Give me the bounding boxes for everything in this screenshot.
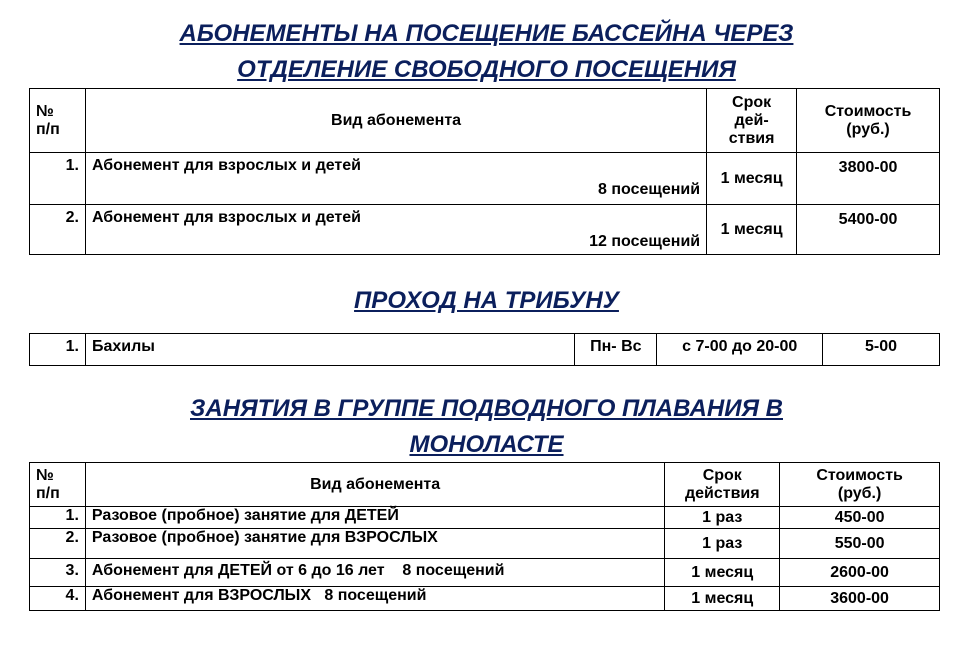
row-name: Абонемент для ВЗРОСЛЫХ 8 посещений [85,587,664,611]
row-days: Пн- Вс [575,334,657,366]
table-row [30,529,940,559]
header-term: Срок действия [665,463,780,507]
row-visits: 12 посещений [589,233,701,250]
row-num: 1. [30,507,86,529]
table-header-row [30,463,940,507]
row-name: Разовое (пробное) занятие для ВЗРОСЛЫХ [85,529,664,559]
row-term: 1 месяц [665,559,780,587]
table-row [30,507,940,529]
table-row [30,334,940,366]
row-num: 3. [30,559,86,587]
row-num: 2. [30,205,86,255]
row-term: 1 месяц [665,587,780,611]
season-tickets-table [29,88,940,255]
row-price: 450-00 [780,507,940,529]
row-price: 2600-00 [780,559,940,587]
monofin-table [29,462,940,611]
row-price: 3600-00 [780,587,940,611]
row-price: 5400-00 [797,205,940,255]
section2-title: ПРОХОД НА ТРИБУНУ [354,287,619,314]
row-name: Абонемент для взрослых и детей 8 посещений [85,153,706,205]
section3-title-line1: ЗАНЯТИЯ В ГРУППЕ ПОДВОДНОГО ПЛАВАНИЯ В [190,395,783,422]
tribune-table [29,333,940,366]
row-price: 5-00 [823,334,940,366]
row-name: Абонемент для взрослых и детей 12 посещений [85,205,706,255]
header-term: Срок дей- ствия [707,89,797,153]
row-term: 1 раз [665,529,780,559]
header-num: № п/п [30,89,86,153]
header-type: Вид абонемента [85,463,664,507]
section1-title-line2: ОТДЕЛЕНИЕ СВОБОДНОГО ПОСЕЩЕНИЯ [237,56,736,83]
header-num: № п/п [30,463,86,507]
row-term: 1 месяц [707,205,797,255]
table-row [30,205,940,255]
table-header-row [30,89,940,153]
row-price: 550-00 [780,529,940,559]
row-time: с 7-00 до 20-00 [657,334,823,366]
table-row [30,587,940,611]
section3-title-line2: МОНОЛАСТЕ [409,431,564,458]
row-name: Разовое (пробное) занятие для ДЕТЕЙ [85,507,664,529]
header-price: Стоимость (руб.) [797,89,940,153]
table-row [30,153,940,205]
row-num: 2. [30,529,86,559]
row-num: 1. [30,334,86,366]
row-term: 1 месяц [707,153,797,205]
row-name: Абонемент для ДЕТЕЙ от 6 до 16 лет 8 посещений [85,559,664,587]
section1-title-line1: АБОНЕМЕНТЫ НА ПОСЕЩЕНИЕ БАССЕЙНА ЧЕРЕЗ [179,20,794,47]
table-row [30,559,940,587]
row-price: 3800-00 [797,153,940,205]
row-num: 4. [30,587,86,611]
header-type: Вид абонемента [85,89,706,153]
row-name: Бахилы [85,334,574,366]
row-term: 1 раз [665,507,780,529]
header-price: Стоимость (руб.) [780,463,940,507]
row-visits: 8 посещений [598,181,701,198]
row-num: 1. [30,153,86,205]
